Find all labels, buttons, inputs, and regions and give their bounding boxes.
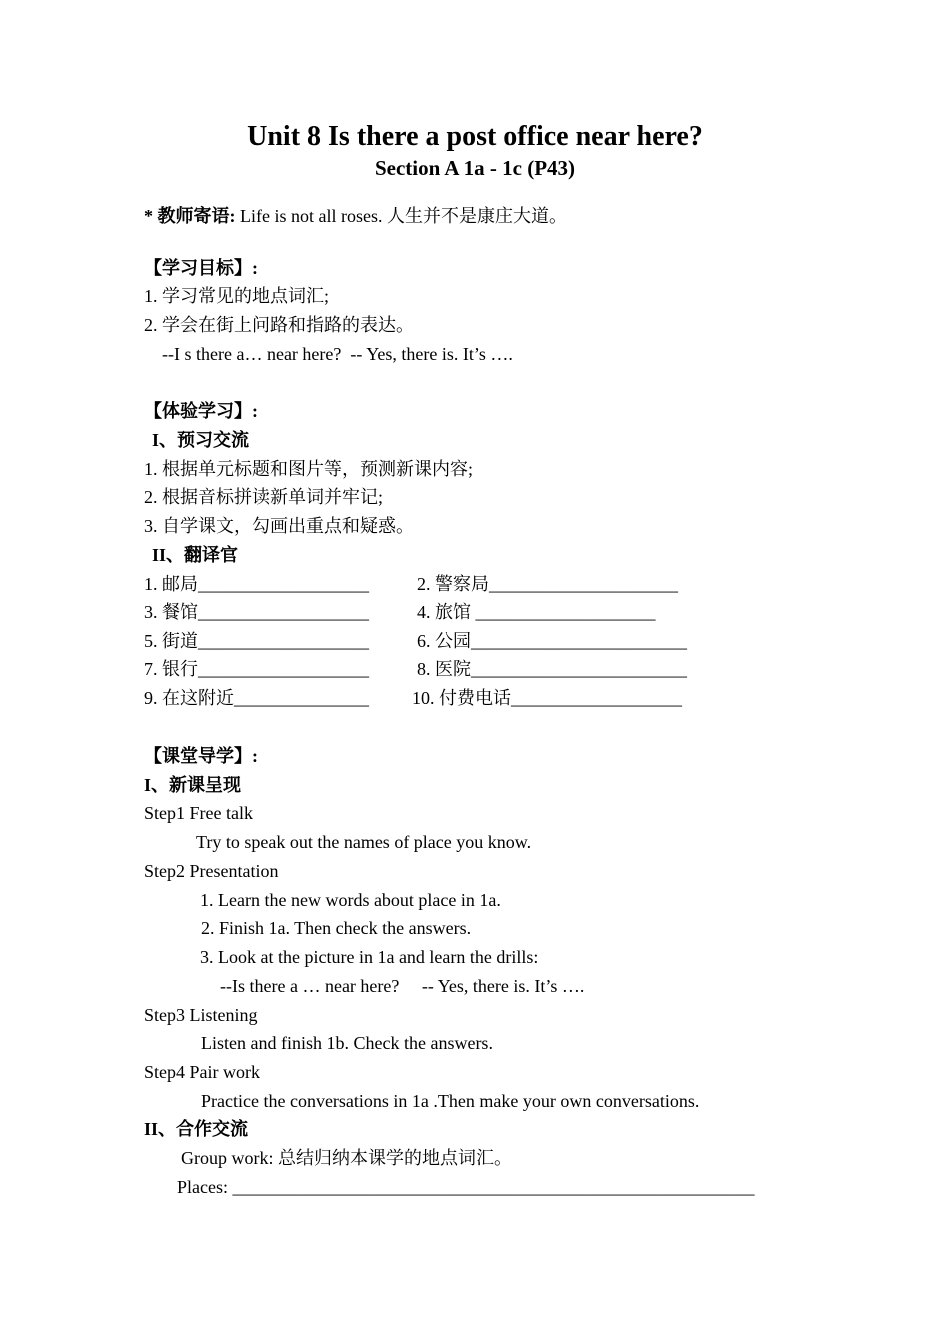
translate-item: 1. 邮局___________________ [144,574,369,594]
step3-title: Step3 Listening [144,1005,258,1025]
classroom-heading: 【课堂导学】: [144,746,258,766]
translate-heading: II、翻译官 [152,545,239,565]
step2-item: 2. Finish 1a. Then check the answers. [201,918,472,938]
step1-title: Step1 Free talk [144,803,253,823]
coop-heading: II、合作交流 [144,1119,249,1139]
step4-title: Step4 Pair work [144,1062,260,1082]
motto-text: Life is not all roses. 人生并不是康庄大道。 [240,206,567,226]
step4-text: Practice the conversations in 1a .Then make your own conversations. [201,1091,700,1111]
translate-item: 10. 付费电话___________________ [412,688,682,708]
page-title: Unit 8 Is there a post office near here? [247,121,703,152]
preview-item: 2. 根据音标拼读新单词并牢记; [144,487,383,507]
motto-label: * 教师寄语: [144,206,236,226]
translate-item: 9. 在这附近_______________ [144,688,369,708]
preview-heading: I、预习交流 [152,430,250,450]
group-work-text: Group work: 总结归纳本课学的地点词汇。 [181,1148,512,1168]
translate-item: 4. 旅馆 ____________________ [417,602,656,622]
objective-item: 2. 学会在街上问路和指路的表达。 [144,315,414,335]
translate-item: 5. 街道___________________ [144,631,369,651]
translate-item: 8. 医院________________________ [417,659,687,679]
step2-item: 1. Learn the new words about place in 1a. [200,890,501,910]
page-subtitle: Section A 1a - 1c (P43) [374,156,576,180]
step3-text: Listen and finish 1b. Check the answers. [201,1033,493,1053]
experience-heading: 【体验学习】: [144,401,258,421]
translate-item: 7. 银行___________________ [144,659,369,679]
preview-item: 3. 自学课文，勾画出重点和疑惑。 [144,516,414,536]
translate-item: 2. 警察局_____________________ [417,574,678,594]
objectives-heading: 【学习目标】: [144,258,258,278]
translate-item: 3. 餐馆___________________ [144,602,369,622]
teacher-motto [144,205,567,227]
preview-item: 1. 根据单元标题和图片等，预测新课内容; [144,459,473,479]
objective-example: --I s there a… near here? -- Yes, there is. It’s …. [162,344,513,364]
objective-item: 1. 学习常见的地点词汇; [144,286,330,306]
places-line: Places: __________________________________________________________ [177,1177,755,1197]
translate-item: 6. 公园________________________ [417,631,687,651]
step2-item: 3. Look at the picture in 1a and learn the drills: [200,947,539,967]
new-lesson-heading: I、新课呈现 [144,775,242,795]
step2-example: --Is there a … near here? -- Yes, there is. It’s …. [220,976,585,996]
step1-text: Try to speak out the names of place you know. [196,832,532,852]
step2-title: Step2 Presentation [144,861,279,881]
